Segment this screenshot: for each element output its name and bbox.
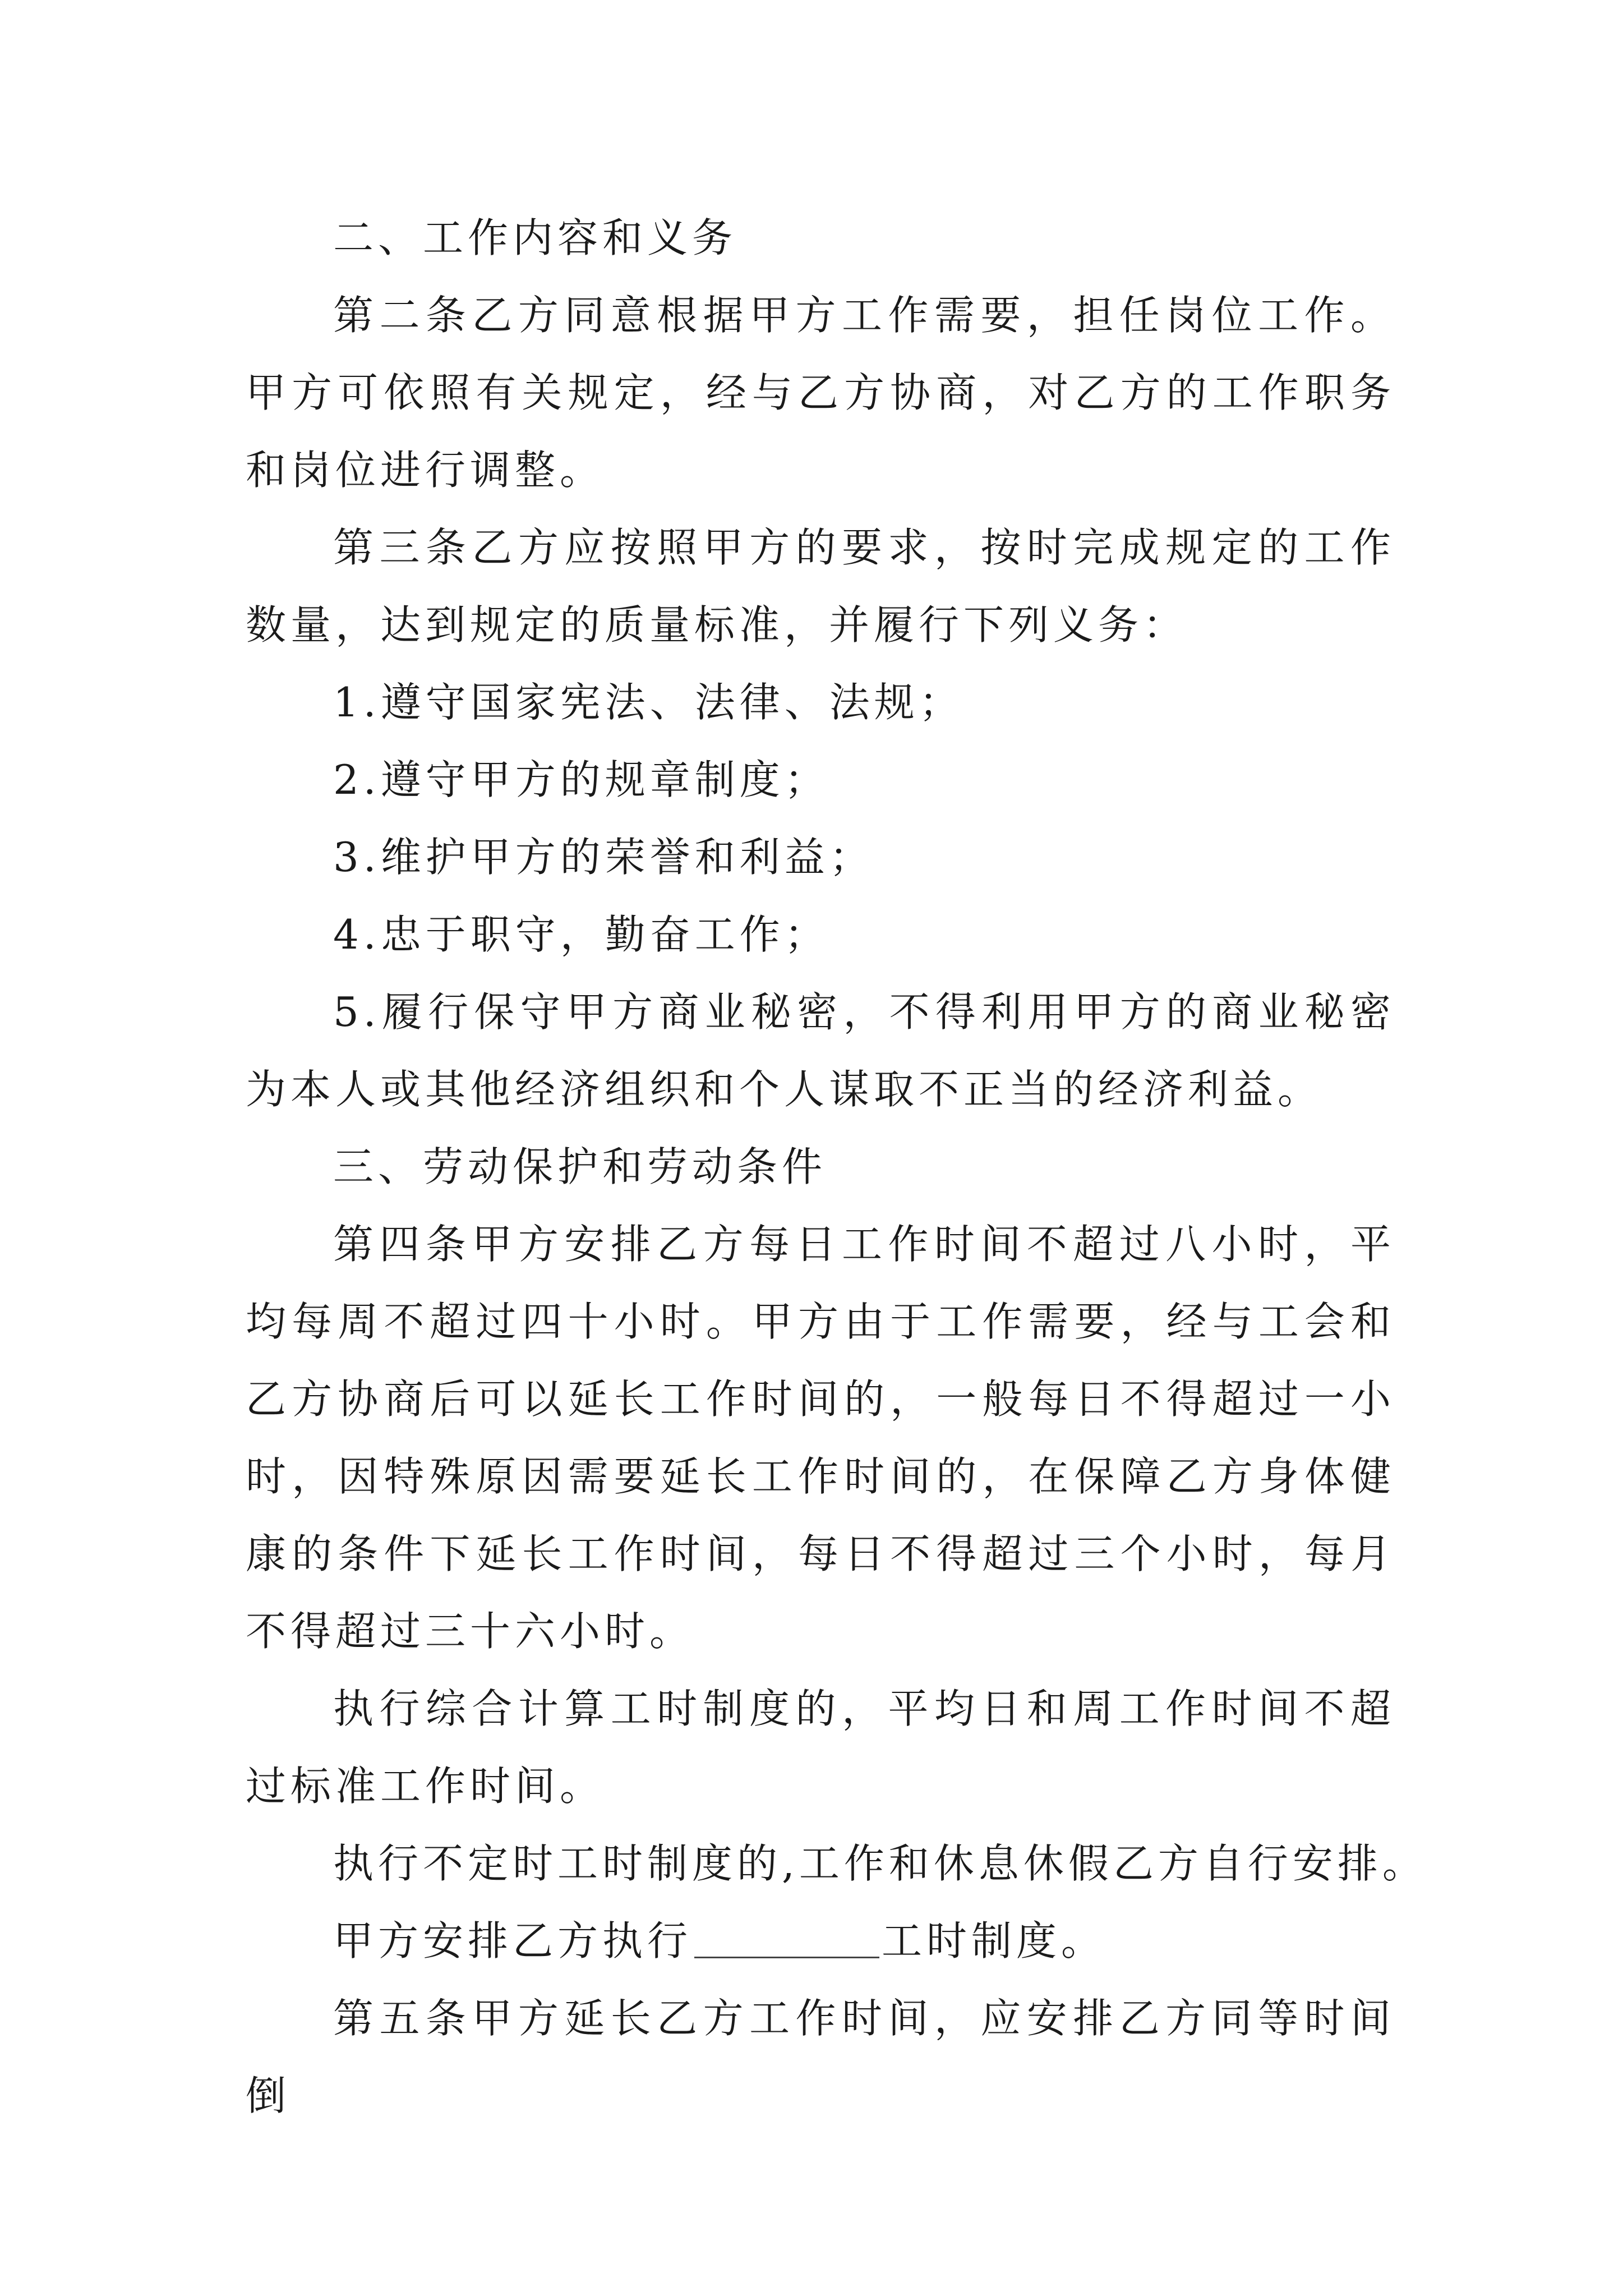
duty-item-4: 4.忠于职守，勤奋工作； — [333, 911, 829, 958]
fill-in-blank[interactable] — [694, 1923, 879, 1958]
arrangement-suffix: 工时制度。 — [882, 1917, 1106, 1964]
duty-item-1: 1.遵守国家宪法、法律、法规； — [333, 679, 964, 726]
arrangement-prefix: 甲方安排乙方执行 — [333, 1917, 693, 1964]
article-2-paragraph: 第二条乙方同意根据甲方工作需要，担任岗位工作。甲方可依照有关规定，经与乙方协商，对乙方的工作职务和岗位进行调整。 — [246, 292, 1395, 494]
contract-body — [246, 199, 1427, 2134]
article-3-paragraph: 第三条乙方应按照甲方的要求，按时完成规定的工作数量，达到规定的质量标准，并履行下列义务： — [246, 524, 1395, 648]
duty-item-5: 5.履行保守甲方商业秘密，不得利用甲方的商业秘密为本人或其他经济组织和个人谋取不正当的经济利益。 — [246, 988, 1395, 1113]
article-4-paragraph: 第四条甲方安排乙方每日工作时间不超过八小时，平均每周不超过四十小时。甲方由于工作需要，经与工会和乙方协商后可以延长工作时间的，一般每日不得超过一小时，因特殊原因需要延长工作时间的，在保障乙方身体健康的条件下延长工作时间，每日不得超过三个小时，每月不得超过三十六小时。 — [246, 1221, 1395, 1655]
hours-arrangement-paragraph — [246, 1902, 1395, 1980]
flexible-hours-paragraph: 执行不定时工时制度的,工作和休息休假乙方自行安排。 — [333, 1840, 1427, 1887]
section-heading-work-content: 二、工作内容和义务 — [333, 214, 737, 261]
section-heading-labor-protection: 三、劳动保护和劳动条件 — [333, 1143, 827, 1190]
article-5-paragraph: 第五条甲方延长乙方工作时间，应安排乙方同等时间倒 — [246, 1995, 1395, 2119]
duty-item-2: 2.遵守甲方的规章制度； — [333, 756, 829, 803]
comprehensive-hours-paragraph: 执行综合计算工时制度的，平均日和周工作时间不超过标准工作时间。 — [246, 1685, 1395, 1810]
duty-item-3: 3.维护甲方的荣誉和利益； — [333, 834, 874, 881]
